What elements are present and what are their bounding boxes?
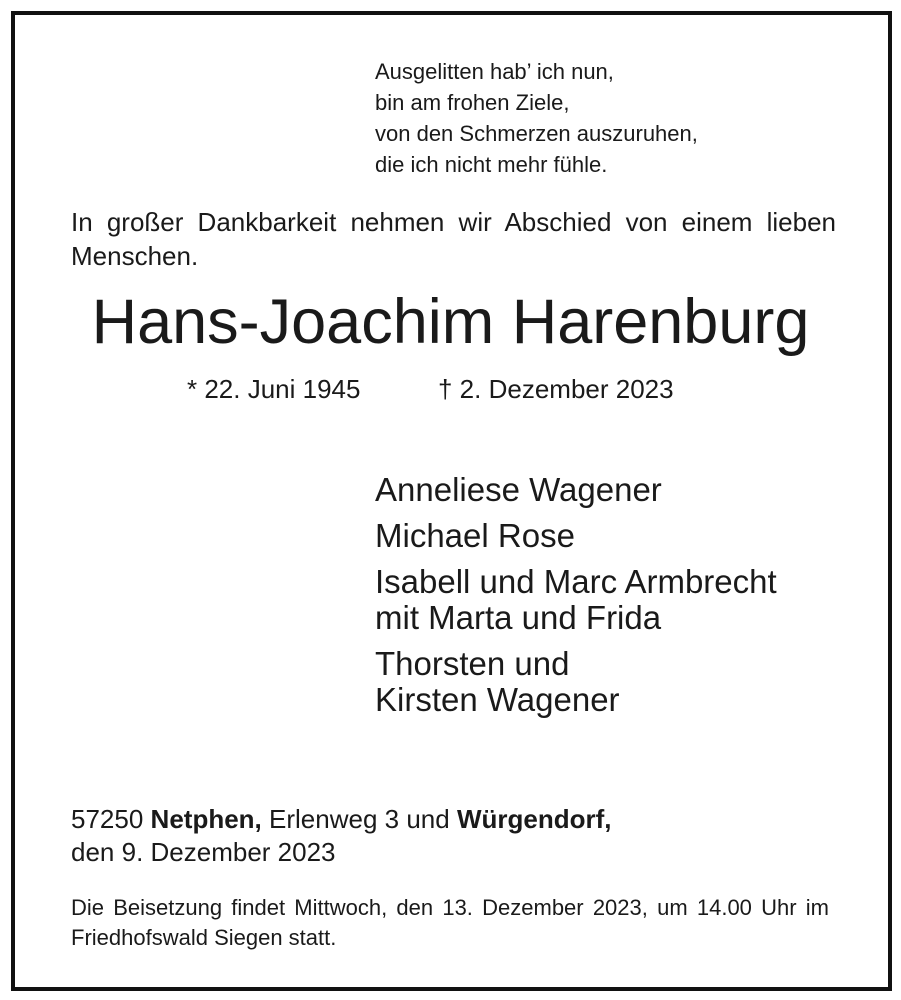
poem: [375, 56, 698, 180]
family-line: Thorsten und: [375, 645, 570, 682]
family-line: mit Marta und Frida: [375, 599, 662, 636]
family-entry: [375, 518, 777, 554]
poem-line: Ausgelitten hab’ ich nun,: [375, 59, 614, 84]
death-date: † 2. Dezember 2023: [438, 374, 674, 404]
family-list: [375, 472, 777, 728]
family-entry: [375, 646, 777, 718]
intro-text: In großer Dankbarkeit nehmen wir Abschied von einem lieben Menschen.: [71, 207, 836, 271]
address-line: [71, 803, 611, 836]
poem-line: die ich nicht mehr fühle.: [375, 152, 608, 177]
burial-info: Die Beisetzung findet Mittwoch, den 13. Dezember 2023, um 14.00 Uhr im Friedhofswald Siegen statt.: [71, 895, 829, 950]
second-town: Würgendorf,: [456, 804, 612, 834]
birth-date: * 22. Juni 1945: [187, 374, 361, 404]
family-entry: [375, 472, 777, 508]
place-and-date: [71, 803, 611, 869]
family-line: Anneliese Wagener: [375, 471, 662, 508]
family-line: Isabell und Marc Armbrecht: [375, 563, 777, 600]
poem-line: bin am frohen Ziele,: [375, 90, 570, 115]
street: Erlenweg 3 und: [269, 804, 450, 834]
family-line: Michael Rose: [375, 517, 575, 554]
postcode: 57250: [71, 804, 144, 834]
family-line: Kirsten Wagener: [375, 681, 620, 718]
town: Netphen,: [150, 804, 262, 834]
notice-date: den 9. Dezember 2023: [71, 837, 336, 867]
poem-line: von den Schmerzen auszuruhen,: [375, 121, 698, 146]
family-entry: [375, 564, 777, 636]
deceased-name: Hans-Joachim Harenburg: [91, 287, 810, 357]
